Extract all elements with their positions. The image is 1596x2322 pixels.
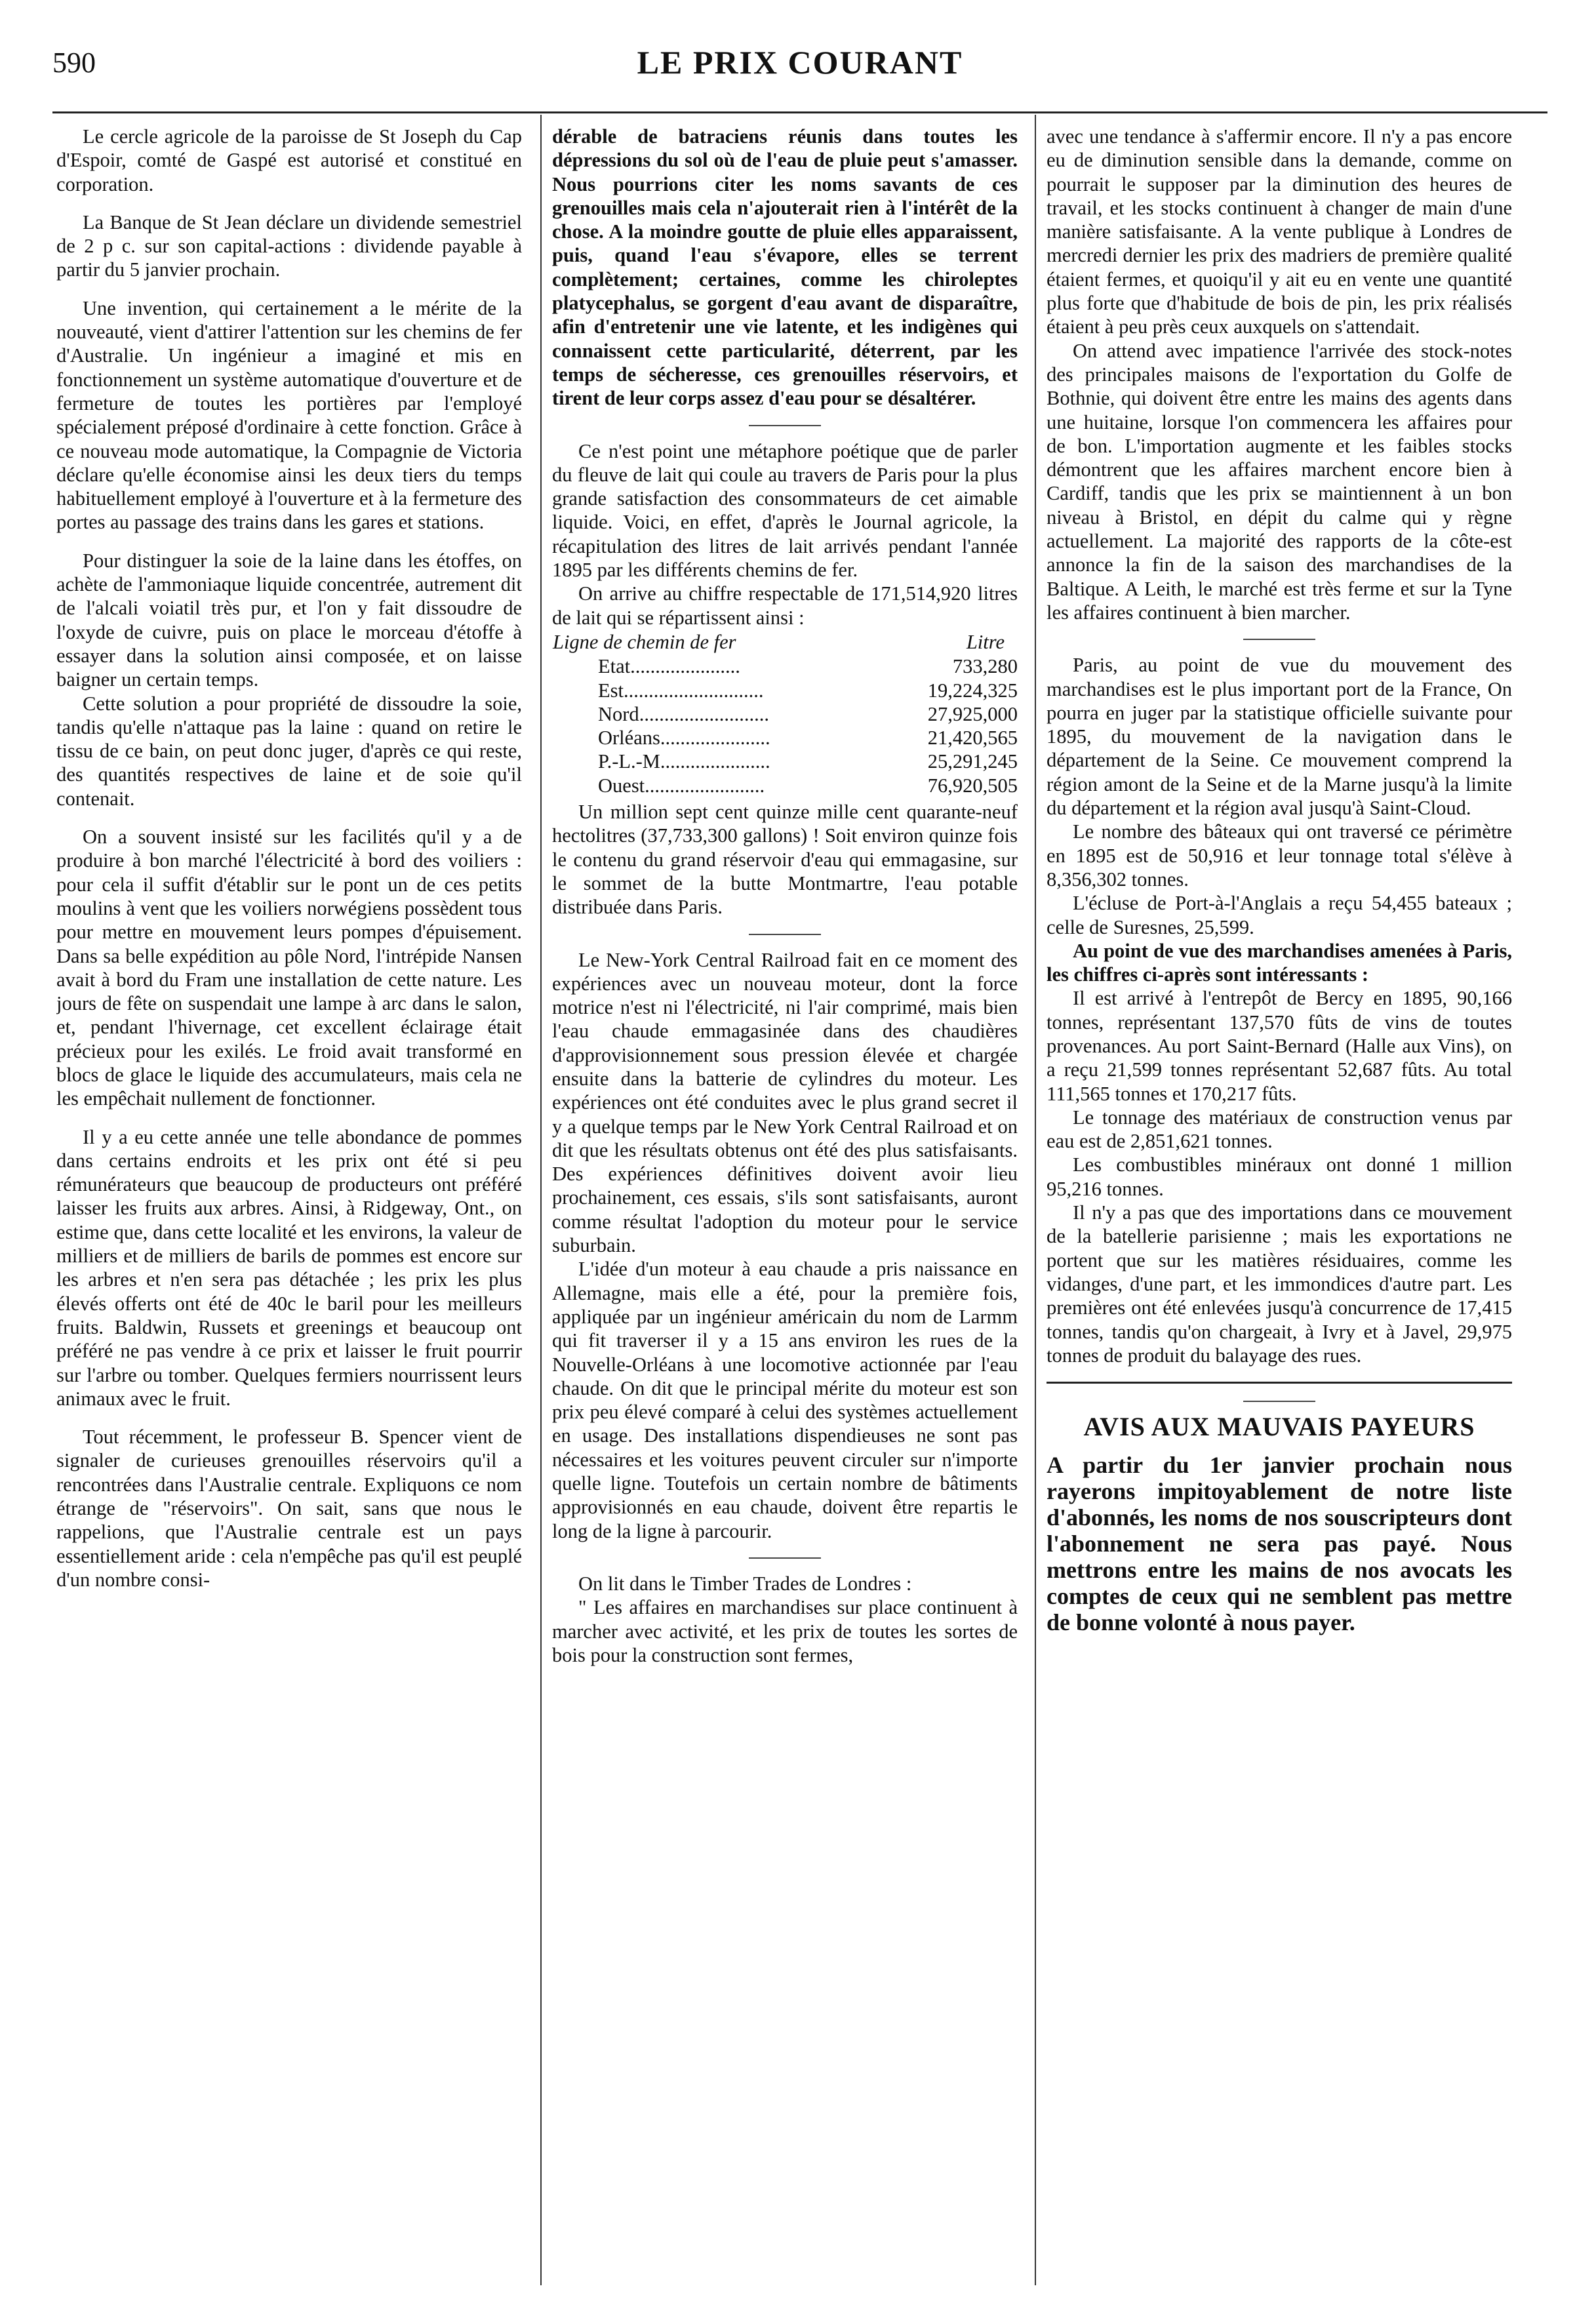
article-invention-portieres: Une invention, qui certainement a le mérite de la nouveauté, vient d'attirer l'attention sur les chemins de fer d'Australie. Un ingénieur a imaginé et mis en fonctionnement un système automatique d'ouverture et de fermeture de toutes les portières par l'employé spécialement préposé d'ordinaire à cette fonction. Grâce à ce nouveau mode automatique, la Compagnie de Victoria déclare qu'elle économise ainsi les deux tiers du temps habituellement employé à l'ouverture et à la fermeture des portes au passage des trains dans les gares et stations. xyxy=(56,296,522,534)
column-1 xyxy=(56,125,522,2282)
page-number: 590 xyxy=(52,47,96,79)
article-cercle-agricole: Le cercle agricole de la paroisse de St Joseph du Cap d'Espoir, comté de Gaspé est autorisé et constitué en corporation. xyxy=(56,125,522,195)
table-row xyxy=(552,679,1018,702)
column-divider-2 xyxy=(1035,115,1036,2285)
avis-title: AVIS AUX MAUVAIS PAYEURS xyxy=(1083,1412,1475,1442)
railway-name: Etat xyxy=(598,655,631,678)
separator xyxy=(749,425,821,426)
article-grenouilles-cont: dérable de batraciens réunis dans toutes les dépressions du sol où de l'eau de pluie peut s'amasser. Nous pourrions citer les noms savants de ces grenouilles mais cela n'ajouterait rien à l'intérêt de la chose. A la moindre goutte de pluie elles apparaissent, puis, quand l'eau s'évapore, elles se terrent complètement; certaines, comme les chiroleptes platycephalus, se gorgent d'eau avant de disparaître, afin d'entretenir une vie latente, et les indigènes qui connaissent cette particularité, déterrent, par les temps de sécheresse, ces grenouilles réservoirs, et tirent de leur corps assez d'eau pour se désaltérer. xyxy=(552,125,1018,410)
separator xyxy=(749,934,821,935)
leader-dots: ............................ xyxy=(623,679,764,702)
article-soie-laine: Pour distinguer la soie de la laine dans les étoffes, on achète de l'ammoniaque liquide concentrée, autrement dit de l'alcali voiatil très pur, et l'on y fait dissoudre de l'oxyde de cuivre, puis on place le morceau d'étoffe à essayer dans la solution ainsi composée, et on laisse baigner un certain temps. xyxy=(56,549,522,691)
table-row xyxy=(552,654,1018,678)
litre-value: 733,280 xyxy=(952,655,1018,678)
article-exportations: Il n'y a pas que des importations dans ce mouvement de la batellerie parisienne ; mais les exportations ne portent que sur les matières résiduaires, comme les vidanges, d'une part, et les immondices d'autre part. Les premières ont été enlevées jusqu'à concurrence de 17,415 tonnes, tandis qu'on chargeait, à Ivry et à Javel, 29,975 tonnes de produit du balayage des rues. xyxy=(1047,1201,1512,1367)
avis-rule xyxy=(1047,1382,1512,1384)
article-banque-st-jean: La Banque de St Jean déclare un dividende semestriel de 2 p c. sur son capital-actions : dividende payable à partir du 5 janvier prochain. xyxy=(56,210,522,281)
leader-dots: ........................ xyxy=(645,774,765,797)
leader-dots: ...................... xyxy=(660,750,770,773)
leader-dots: ...................... xyxy=(660,727,770,750)
column-divider-1 xyxy=(540,115,542,2285)
article-lait-intro: Ce n'est point une métaphore poétique que de parler du fleuve de lait qui coule au travers de Paris pour la plus grande satisfaction des consommateurs de cet aimable liquide. Voici, en effet, d'après le Journal agricole, la récapitulation des litres de lait arrivés pendant l'année 1895 par les différents chemins de fer. xyxy=(552,439,1018,582)
column-3 xyxy=(1047,125,1512,2282)
article-paris-port: Paris, au point de vue du mouvement des marchandises est le plus important port de la France, On pourra en juger par la statistique officielle suivante pour 1895, du mouvement de la navigation dans le département de la Seine. Ce mouvement comprend la région amont de la Seine et de la Marne jusqu'à la limite du département et la région aval jusqu'à Saint-Cloud. xyxy=(1047,654,1512,820)
litre-value: 25,291,245 xyxy=(927,750,1018,773)
article-stock-notes: On attend avec impatience l'arrivée des stock-notes des principales maisons de l'exportation du Golfe de Bothnie, qui doivent être entre les mains des agents dans une huitaine, lorsque l'on commencera les affaires pour de bon. L'importation augmente et les faibles stocks démontrent que les affaires marchent encore bien à Cardiff, tandis que les prix se maintiennent à un bon niveau à Bristol, en dépit du calme qui y règne actuellement. La majorité des rapports de la côte-est annonce la fin de la saison des marchandises de la Baltique. A Leith, le marché est très ferme et sur la Tyne les affaires continuent à bien marcher. xyxy=(1047,339,1512,624)
column-2 xyxy=(552,125,1018,2282)
table-row xyxy=(552,774,1018,797)
article-lait-total: On arrive au chiffre respectable de 171,514,920 litres de lait qui se répartissent ainsi : xyxy=(552,582,1018,629)
article-grenouilles: Tout récemment, le professeur B. Spencer vient de signaler de curieuses grenouilles réservoirs qu'il a rencontrées dans l'Australie centrale. Expliquons ce nom étrange de "réservoirs". On sait, sans que nous le rappelions, que l'Australie centrale est un pays essentiellement aride : cela n'empêche pas qu'il est peuplé d'un nombre consi- xyxy=(56,1426,522,1591)
railway-name: Nord xyxy=(598,702,639,725)
page-header xyxy=(52,43,1547,89)
article-bateaux: Le nombre des bâteaux qui ont traversé ce périmètre en 1895 est de 50,916 et leur tonnage total s'élève à 8,356,302 tonnes. xyxy=(1047,820,1512,891)
header-rule xyxy=(52,111,1547,113)
table-header-line: Ligne de chemin de fer xyxy=(553,630,736,653)
article-marchandises-paris: Au point de vue des marchandises amenées à Paris, les chiffres ci-après sont intéressants : xyxy=(1047,939,1512,986)
litre-value: 27,925,000 xyxy=(927,702,1018,725)
railway-name: Est xyxy=(598,679,624,702)
litre-value: 76,920,505 xyxy=(927,774,1018,797)
article-pommes: Il y a eu cette année une telle abondance de pommes dans certains endroits et les prix ont été si peu rémunérateurs que beaucoup de producteurs ont préféré laisser les fruits aux arbres. Ainsi, à Ridgeway, Ont., on estime que, dans cette localité et les environs, la valeur de milliers et de milliers de barils de pommes est encore sur les arbres et n'en sera pas détachée ; les prix les plus élevés offerts ont été de 40c le baril pour les meilleurs fruits. Baldwin, Russets et greenings et beaucoup ont préféré ne pas vendre à ce prix et laisser le fruit pourrir sur l'arbre ou tomber. Quelques fermiers nourrissent leurs animaux avec le fruit. xyxy=(56,1125,522,1410)
railway-name: Orléans xyxy=(598,727,660,750)
separator xyxy=(749,1557,821,1559)
article-moteur-origine: L'idée d'un moteur à eau chaude a pris naissance en Allemagne, mais elle a été, pour la première fois, appliquée par un ingénieur américain du nom de Larmm qui fit traverser il y a 15 ans environ les rues de la Nouvelle-Orléans à une locomotive actionnée par l'eau chaude. On dit que le principal mérite du moteur est son prix peu élevé comparé à celui des systèmes actuellement en usage. Des installations dispendieuses ne sont pas nécessaires et les voitures peuvent circuler sur n'importe quelle ligne. Toutefois un certain nombre de bâtiments approvisionnés en eau chaude, doivent être repartis le long de la ligne à parcourir. xyxy=(552,1258,1018,1542)
article-soie-laine-cont: Cette solution a pour propriété de dissoudre la soie, tandis qu'elle n'attaque pas la laine : quand on retire le tissu de ce bain, on peut donc juger, d'après ce qui reste, des quantités respectives de laine et de soie qu'il contenait. xyxy=(56,692,522,810)
litre-value: 19,224,325 xyxy=(927,679,1018,702)
article-combustibles: Les combustibles minéraux ont donné 1 million 95,216 tonnes. xyxy=(1047,1153,1512,1200)
article-lait-conclusion: Un million sept cent quinze mille cent quarante-neuf hectolitres (37,733,300 gallons) ! Soit environ quinze fois le contenu du grand réservoir d'eau qui emmagasine, sur le sommet de la butte Montmartre, l'eau potable distribuée dans Paris. xyxy=(552,801,1018,919)
leader-dots: .......................... xyxy=(639,702,769,725)
article-moteur-eau-chaude: Le New-York Central Railroad fait en ce moment des expériences avec un nouveau moteur, dont la force motrice n'est ni l'électricité, ni l'air comprimé, mais bien l'eau chaude emmagasinée dans des chaudières d'approvisionnement sous pression élevée et chargée ensuite dans la batterie de cylindres du moteur. Les expériences ont été conduites avec le plus grand secret il y a quelque temps par le New York Central Railroad et on dit que les résultats obtenus ont été des plus satisfaisants. Des expériences définitives doivent avoir lieu prochainement, ces essais, s'ils sont satisfaisants, auront comme résultat l'adoption du moteur pour le service suburbain. xyxy=(552,948,1018,1257)
separator xyxy=(1243,1401,1315,1402)
table-row xyxy=(552,726,1018,750)
article-ecluse: L'écluse de Port-à-l'Anglais a reçu 54,455 bateaux ; celle de Suresnes, 25,599. xyxy=(1047,892,1512,938)
railway-name: Ouest xyxy=(598,774,645,797)
table-row xyxy=(552,750,1018,773)
avis-body: A partir du 1er janvier prochain nous rayerons impitoyablement de notre liste d'abonnés, les noms de nos souscripteurs dont l'abonnement ne sera pas payé. Nous mettrons entre les mains de nos avocats les comptes de ceux qui ne semblent pas mettre de bonne volonté à nous payer. xyxy=(1047,1452,1512,1636)
litre-value: 21,420,565 xyxy=(927,727,1018,750)
railway-name: P.-L.-M xyxy=(598,750,660,773)
article-timber-trades-intro: On lit dans le Timber Trades de Londres : xyxy=(578,1572,912,1595)
article-bercy: Il est arrivé à l'entrepôt de Bercy en 1895, 90,166 tonnes, représentant 137,570 fûts de vins de toutes provenances. Au port Saint-Bernard (Halle aux Vins), on a reçu 21,599 tonnes représentant 52,687 fûts. Au total 111,565 tonnes et 170,217 fûts. xyxy=(1047,987,1512,1105)
article-materiaux: Le tonnage des matériaux de construction venus par eau est de 2,851,621 tonnes. xyxy=(1047,1106,1512,1153)
table-row xyxy=(552,702,1018,726)
masthead-title: LE PRIX COURANT xyxy=(637,44,963,81)
article-timber-cont: avec une tendance à s'affermir encore. Il n'y a pas encore eu de diminution sensible dans la demande, comme on pourrait le supposer par la diminution des heures de travail, et les stocks continuent à changer de main d'une manière satisfaisante. A la vente publique à Londres de mercredi dernier les prix des madriers de première qualité étaient fermes, et quoiqu'il y ait eu en vente une quantité plus forte que d'habitude de bois de pin, les prix réalisés étaient à peu près ceux auxquels on s'attendait. xyxy=(1047,125,1512,338)
milk-railway-table xyxy=(552,630,1018,797)
article-timber-trades-quote: " Les affaires en marchandises sur place continuent à marcher avec activité, et les prix de toutes les sortes de bois pour la construction sont fermes, xyxy=(552,1596,1018,1666)
leader-dots: ...................... xyxy=(630,655,740,678)
table-header-litre: Litre xyxy=(966,630,1005,653)
article-electricite-voiliers: On a souvent insisté sur les facilités qu'il y a de produire à bon marché l'électricité à bord des voiliers : pour cela il suffit d'établir sur le pont un de ces petits moulins à vent que les voiliers norwégiens possèdent tous pour mettre en mouvement leurs pompes d'épuisement. Dans sa belle expédition au pôle Nord, l'intrépide Nansen avait à bord du Fram une installation de cette nature. Les jours de fête on suspendait une lampe à arc dans le salon, et, pendant l'hivernage, cet excellent éclairage était précieux pour les exilés. Le froid avait transformé en blocs de glace le liquide des accumulateurs, mais cela ne les empêchait nullement de fonctionner. xyxy=(56,826,522,1110)
separator xyxy=(1243,639,1315,640)
